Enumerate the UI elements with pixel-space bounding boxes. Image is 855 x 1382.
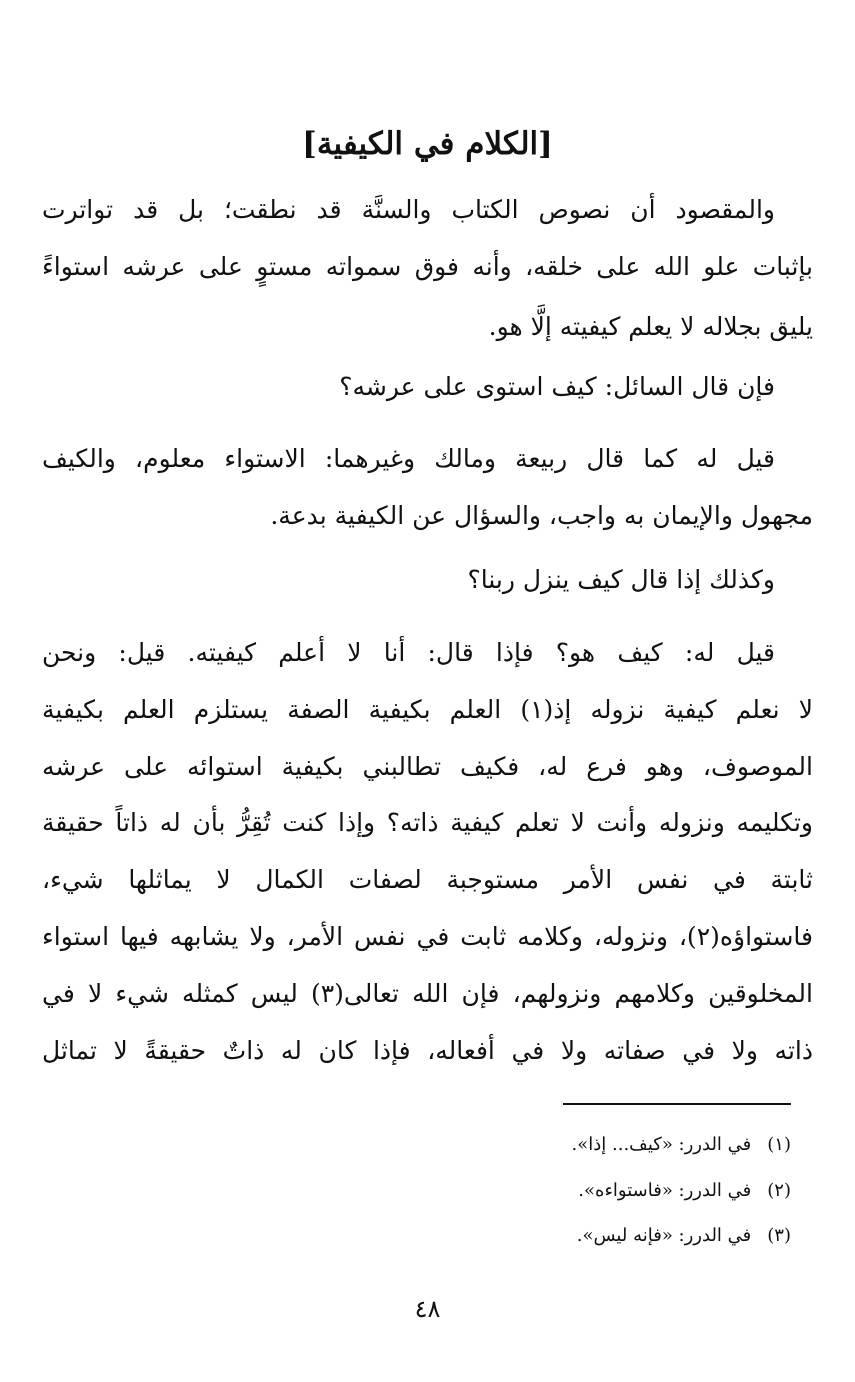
text-line: لا نعلم كيفية نزوله إذ(١) العلم بكيفية الصفة يستلزم العلم بكيفية <box>42 695 813 724</box>
text-line: المخلوقين وكلامهم ونزولهم، فإن الله تعالى(٣) ليس كمثله شيء لا في <box>42 979 813 1008</box>
text-line: قيل له: كيف هو؟ فإذا قال: أنا لا أعلم كيفيته. قيل: ونحن <box>42 638 775 667</box>
text-line: فإن قال السائل: كيف استوى على عرشه؟ <box>339 372 775 401</box>
text-line: الموصوف، وهو فرع له، فكيف تطالبني بكيفية استوائه على عرشه <box>42 752 813 781</box>
footnote-number: (٣) <box>767 1225 791 1246</box>
page-number: ٤٨ <box>414 1295 441 1323</box>
text-line: ثابتة في نفس الأمر مستوجبة لصفات الكمال لا يماثلها شيء، <box>42 865 813 894</box>
footnote-text: في الدرر: «فاستواءه». <box>578 1180 752 1201</box>
text-line: والمقصود أن نصوص الكتاب والسنَّة قد نطقت؛ بل قد تواترت <box>42 195 775 224</box>
text-line: وتكليمه ونزوله وأنت لا تعلم كيفية ذاته؟ وإذا كنت تُقِرُّ بأن له ذاتاً حقيقة <box>42 808 813 837</box>
footnote-number: (١) <box>767 1134 791 1155</box>
text-line: وكذلك إذا قال كيف ينزل ربنا؟ <box>467 565 775 594</box>
footnote-divider <box>563 1103 791 1105</box>
text-line: قيل له كما قال ربيعة ومالك وغيرهما: الاستواء معلوم، والكيف <box>42 444 775 473</box>
text-line: يليق بجلاله لا يعلم كيفيته إلَّا هو. <box>488 312 813 341</box>
footnote-text: في الدرر: «فإنه ليس». <box>576 1225 752 1246</box>
section-heading: [الكلام في الكيفية] <box>302 126 553 162</box>
footnote-3 <box>31 1221 791 1251</box>
footnote-number: (٢) <box>767 1180 791 1201</box>
footnote-2 <box>31 1176 791 1206</box>
text-line: بإثبات علو الله على خلقه، وأنه فوق سمواته مستوٍ على عرشه استواءً <box>42 252 813 281</box>
footnote-1 <box>31 1130 791 1160</box>
text-line: ذاته ولا في صفاته ولا في أفعاله، فإذا كان له ذاتٌ حقيقةً لا تماثل <box>42 1036 813 1065</box>
text-line: مجهول والإيمان به واجب، والسؤال عن الكيفية بدعة. <box>270 501 813 530</box>
footnote-text: في الدرر: «كيف... إذا». <box>571 1134 752 1155</box>
text-line: فاستواؤه(٢)، ونزوله، وكلامه ثابت في نفس الأمر، ولا يشابهه فيها استواء <box>42 922 813 951</box>
